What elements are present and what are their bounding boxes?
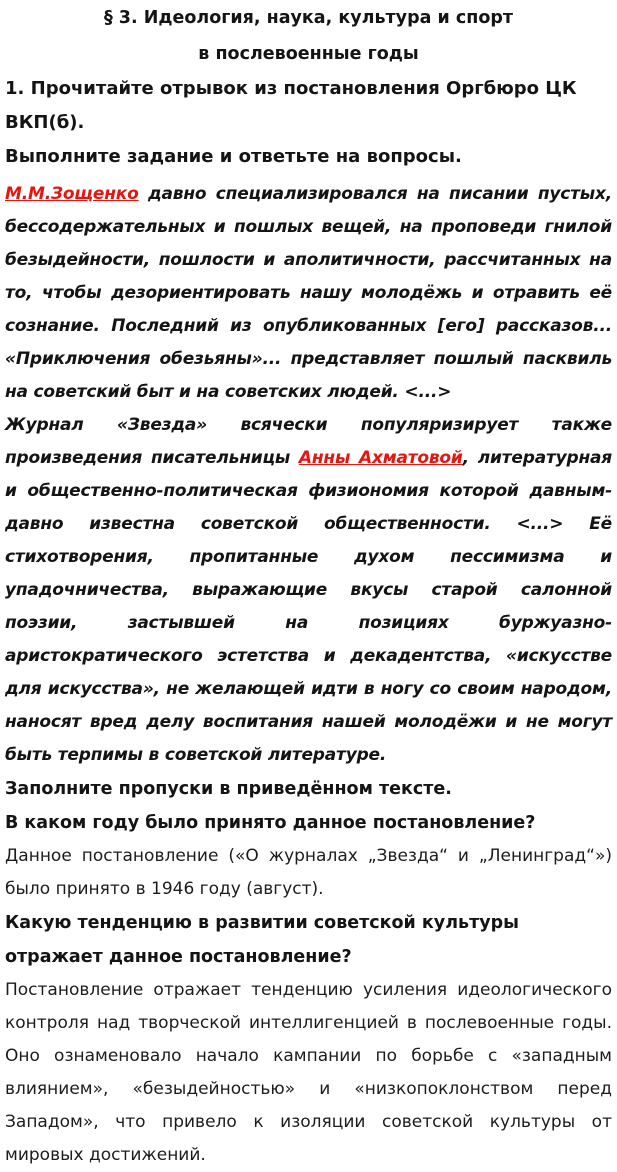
excerpt-p2-before: Журнал «Звезда» всячески популяризирует также произведения писательницы [5, 415, 612, 468]
task-heading-line1: 1. Прочитайте отрывок из постановления Оргбюро ЦК ВКП(б). [5, 78, 577, 133]
excerpt-paragraph-zoshchenko [5, 178, 612, 409]
excerpt-p2-after: , литературная и общественно-политическая физиономия которой давным-давно известна советской общественности. <...> Её стихотворения, пропитанные духом пессимизма и упадочничества, выражающие вкусы старой салонной поэзии, застывшей на позициях буржуазно-аристократического эстетства и декадентства, «искусстве для искусства», не желающей идти в ногу со своим народом, наносят вред делу воспитания нашей молодёжи и не могут быть терпимы в советской литературе. [5, 448, 613, 765]
excerpt-p1-text: давно специализировался на писании пустых, бессодержательных и пошлых вещей, на проповеди гнилой безыдейности, пошлости и аполитичности, рассчитанных на то, чтобы дезориентировать нашу молодёжь и отравить её сознание. Последний из опубликованных [его] рассказов... «Приключения обезьяны»... представляет пошлый пасквиль на советский быт и на советских людей. <...> [5, 184, 612, 402]
akhmatova-link[interactable]: Анны Ахматовой [298, 448, 463, 468]
question-year: В каком году было принято данное постановление? [5, 813, 536, 833]
excerpt-paragraph-akhmatova [5, 409, 612, 772]
question-fill-gaps: Заполните пропуски в приведённом тексте. [5, 779, 452, 799]
section-title-line1: § 3. Идеология, наука, культура и спорт [103, 8, 514, 28]
answer-tendency: Постановление отражает тенденцию усиления идеологического контроля над творческой интеллигенцией в послевоенные годы. Оно ознаменовало начало кампании по борьбе с «западным влиянием», «безыдейностью» и «низкопоклонством перед Западом», что привело к изоляции советской культуры от мировых достижений. [5, 980, 612, 1165]
zoshchenko-link[interactable]: М.М.Зощенко [5, 184, 139, 204]
task-heading-line2: Выполните задание и ответьте на вопросы. [5, 146, 462, 167]
answer-year: Данное постановление («О журналах „Звезда“ и „Ленинград“») было принято в 1946 году (август). [5, 846, 612, 899]
question-tendency: Какую тенденцию в развитии советской культуры отражает данное постановление? [5, 913, 519, 967]
section-title-line2: в послевоенные годы [198, 44, 419, 64]
